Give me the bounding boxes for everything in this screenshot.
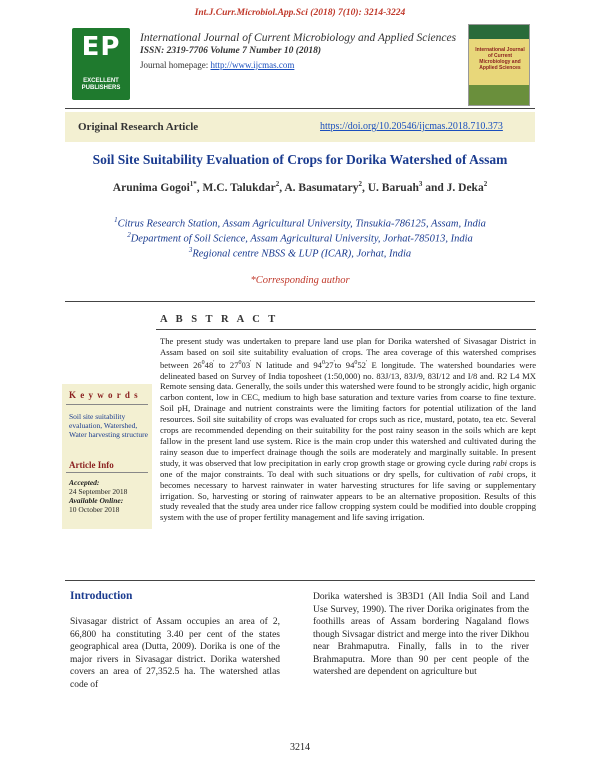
running-head: Int.J.Curr.Microbiol.App.Sci (2018) 7(10): 3214-3224: [194, 8, 406, 18]
author-name: A. Basumatary: [284, 181, 359, 194]
minute-mark: ': [365, 359, 368, 366]
corresponding-author: *Corresponding author: [250, 275, 350, 286]
abstract-italic: rabi: [488, 468, 504, 479]
degree-mark: 0: [201, 359, 205, 366]
author-separator: ,: [361, 181, 368, 194]
page-number: 3214: [290, 742, 310, 753]
intro-column-left: Sivasagar district of Assam occupies an area of 2, 66,800 ha constituting 3.40 per cent of the states geographical area (Dutta, 2009). Dorika is one of the major rivers in Sivasagar district. Dorika watershed covers an area of 27,352.5 ha. The watershed atlas code of: [70, 617, 280, 690]
publisher-logo: [72, 28, 130, 100]
minute-mark: ': [250, 359, 252, 366]
abstract-text: N latitude and 94: [251, 359, 322, 370]
minute-mark: ': [333, 359, 335, 366]
abstract-text: 27: [324, 359, 334, 370]
degree-mark: 0: [321, 359, 325, 366]
abstract-heading: A B S T R A C T: [160, 314, 279, 325]
header-divider: [65, 108, 535, 109]
affiliation-mark: 2: [127, 231, 131, 239]
affiliation-text: Regional centre NBSS & LUP (ICAR), Jorhat, India: [192, 248, 412, 260]
article-info-divider: [66, 472, 148, 473]
logo-mark: EP: [81, 32, 121, 62]
affiliation: [0, 231, 600, 245]
abstract-text: crops is one of the major constraints. To deal with such situations or dry spells, for cultivation of: [160, 457, 536, 479]
author-name: Arunima Gogoi: [112, 181, 190, 194]
article-title: Soil Site Suitability Evaluation of Crops for Dorika Watershed of Assam: [92, 152, 508, 167]
author-affil-mark: 2: [483, 180, 488, 188]
author-affil-mark: 2: [275, 180, 280, 188]
abstract-text: 48: [204, 359, 214, 370]
keywords-list: Soil site suitability evaluation, Watershed, Water harvesting structure: [69, 412, 148, 439]
issn-line: ISSN: 2319-7706 Volume 7 Number 10 (2018): [140, 46, 322, 56]
author-name: U. Baruah: [367, 181, 419, 194]
accepted-label: Accepted:: [69, 478, 100, 487]
author-separator: and: [422, 181, 447, 194]
journal-homepage: [140, 60, 294, 70]
logo-subtext: EXCELLENT PUBLISHERS: [81, 78, 121, 91]
body-divider: [65, 580, 535, 581]
abstract-text: to 94: [334, 359, 355, 370]
article-type: Original Research Article: [78, 121, 199, 133]
online-date: 10 October 2018: [69, 505, 120, 514]
keywords-divider: [66, 404, 148, 405]
online-label: Available Online:: [69, 496, 124, 505]
affiliation: [0, 216, 600, 230]
abstract-body: [160, 336, 536, 523]
section-divider: [65, 301, 535, 302]
degree-mark: 0: [354, 359, 358, 366]
author-affil-mark: 2: [358, 180, 362, 188]
journal-cover-image: [468, 24, 530, 106]
introduction-heading: Introduction: [70, 590, 133, 602]
author-separator: ,: [279, 181, 285, 194]
article-info-heading: Article Info: [69, 460, 114, 470]
affiliation-text: Department of Soil Science, Assam Agricultural University, Jorhat-785013, India: [130, 233, 473, 245]
abstract-text: E longitude. The watershed boundaries were delineated based on Survey of India toposheet (1:50,000) no. 83J/13, 83J/9, 83I/12 and I/8 and. R2 L4 MX Remote sensing data. Generally, the soils under this watershed were found to be strongly acidic, high organic carbon content, low in CEC, medium to high base saturation and texture varies from coarse to fine texture. Soil pH, Drainage and nutrient constraints were the limiting factors for potential utilization of the land resources. Soil site suitability of crops was evaluated for crops such as rice, mustard, potato, tea etc. Several crops are recommended depending on their suitability for the post rainy season in the soils which are kept fallow in the present land use system. Rice is the main crop under this watershed and cultivated during the rainy season due to imperfect drainage though the soils are moderately and marginally suitable. In present study, it was observed that low precipitation in early crop growth stage or growing cycle during: [160, 359, 537, 468]
journal-name: International Journal of Current Microbiology and Applied Sciences: [140, 32, 457, 44]
abstract-divider: [156, 329, 536, 330]
abstract-text: The present study was undertaken to prepare land use plan for Dorika watershed of Sivasagar District in Assam based on soil site suitability evaluation of crops. The area coverage of this watershed comprises between 26: [160, 336, 536, 370]
author-affil-mark: 1*: [189, 180, 197, 188]
intro-column-right: Dorika watershed is 3B3D1 (All India Soil and Land Use Survey, 1990). The river Dorika originates from the foothills areas of Assam bordering Nagaland flows though Sivsagar district and merge into the river Dikhou near Brahmaputra. Finally, falls in to the river Brahmaputra. More than 90 per cent people of the watershed are dependent on agriculture but: [313, 592, 529, 677]
author-separator: ,: [196, 181, 203, 194]
abstract-text: 03: [241, 359, 251, 370]
author-list: [0, 180, 600, 194]
abstract-italic: rabi: [492, 457, 508, 468]
affiliation-mark: 3: [188, 246, 193, 254]
affiliation-text: Citrus Research Station, Assam Agricultural University, Tinsukia-786125, Assam, India: [117, 218, 486, 230]
degree-mark: 0: [238, 359, 242, 366]
minute-mark: ': [213, 359, 215, 366]
accepted-date: 24 September 2018: [69, 487, 128, 496]
affiliation: [0, 246, 600, 260]
author-name: J. Deka: [446, 181, 484, 194]
abstract-text: to 27: [214, 359, 239, 370]
homepage-link[interactable]: http://www.ijcmas.com: [210, 60, 295, 70]
doi-link[interactable]: https://doi.org/10.20546/ijcmas.2018.710.373: [320, 121, 503, 132]
homepage-label: Journal homepage:: [140, 60, 211, 70]
article-dates: [69, 478, 153, 514]
author-affil-mark: 3: [418, 180, 423, 188]
cover-title: International Journal of Current Microbiology and Applied Sciences: [475, 47, 525, 71]
affiliation-mark: 1: [114, 216, 118, 224]
keywords-heading: K e y w o r d s: [69, 390, 139, 400]
abstract-text: crops, it becomes necessary to harvest rainwater in water harvesting structures for life saving or supplementary irrigation. So, harvesting or storing of rainwater appears to be an alternative proposition. Results of this study revealed that the study area under rice fallow cropping system could be modified into double cropping system with the use of proper fertility management and life saving irrigation.: [160, 468, 536, 523]
abstract-text: 52: [357, 359, 366, 370]
author-name: M.C. Talukdar: [202, 181, 276, 194]
